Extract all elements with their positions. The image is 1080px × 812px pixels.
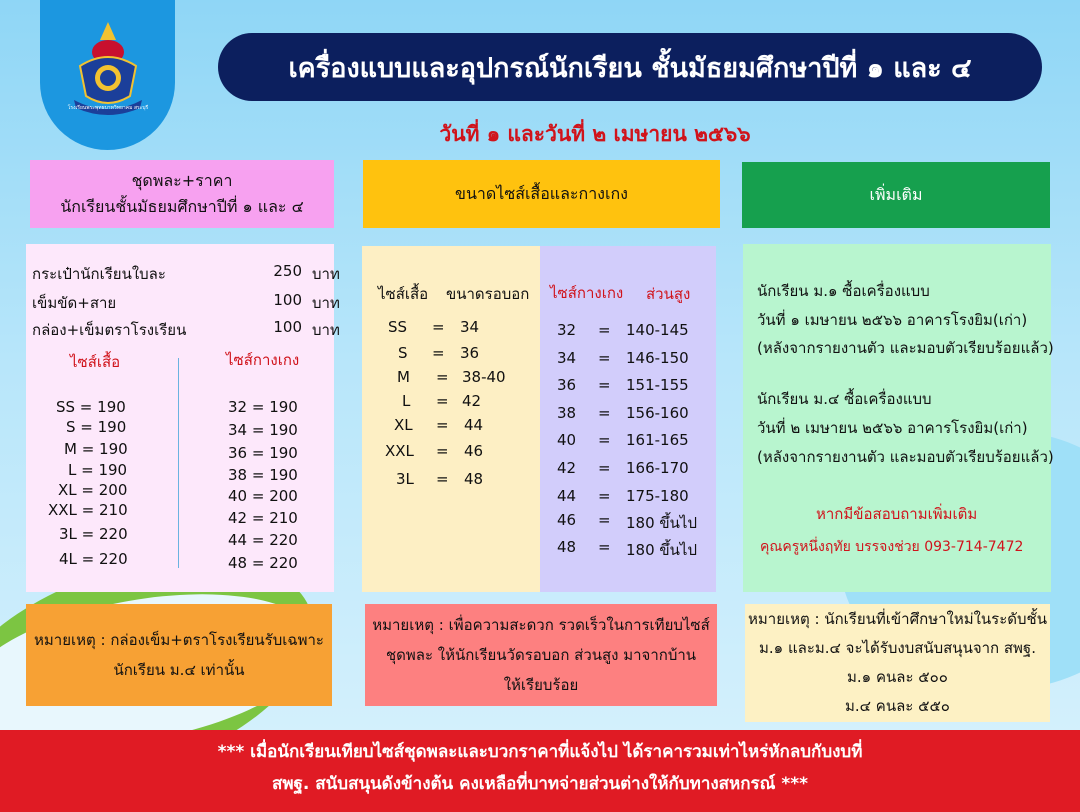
equals-sign: = xyxy=(436,442,449,460)
equals-sign: = xyxy=(598,487,611,505)
chest-heading: ขนาดรอบอก xyxy=(446,285,530,303)
shirt-size-label: S xyxy=(398,344,408,362)
shirt-price-item: SS = 190 xyxy=(56,398,126,416)
shirt-price-item: 3L = 220 xyxy=(59,525,128,543)
pants-size-label: 34 xyxy=(557,349,577,367)
contact-info: คุณครูหนึ่งฤทัย บรรจงช่วย 093-714-7472 xyxy=(760,539,1024,555)
note-text: ชุดพละ ให้นักเรียนวัดรอบอก ส่วนสูง มาจากบ้าน xyxy=(385,646,697,664)
height-value: 180 ขึ้นไป xyxy=(626,541,697,559)
info-line: (หลังจากรายงานตัว และมอบตัวเรียบร้อยแล้ว) xyxy=(757,448,1054,466)
shirt-price-item: XXL = 210 xyxy=(48,501,128,519)
shirt-price-item: XL = 200 xyxy=(58,481,128,499)
height-value: 161-165 xyxy=(626,431,689,449)
school-logo-icon xyxy=(66,18,150,118)
pants-price-item: 48 = 220 xyxy=(228,554,298,572)
price-value: 250 xyxy=(273,262,302,280)
price-unit: บาท xyxy=(312,321,340,339)
equals-sign: = xyxy=(436,392,449,410)
chest-value: 48 xyxy=(464,470,484,488)
pants-size-label: 32 xyxy=(557,321,577,339)
header-uniform-price-line1: ชุดพละ+ราคา xyxy=(131,171,233,191)
chest-value: 44 xyxy=(464,416,484,434)
note-text: หมายเหตุ : นักเรียนที่เข้าศึกษาใหม่ในระดับชั้น xyxy=(748,609,1047,628)
page-title: เครื่องแบบและอุปกรณ์นักเรียน ชั้นมัธยมศึกษาปีที่ ๑ และ ๔ xyxy=(218,33,1042,101)
price-value: 100 xyxy=(273,318,302,336)
footer-banner xyxy=(0,730,1080,812)
logo-text: โรงเรียนพระพุทธบาทวิทยาคม สระบุรี xyxy=(67,105,149,111)
equals-sign: = xyxy=(598,538,611,556)
shirt-size-heading: ไซส์เสื้อ xyxy=(378,285,429,303)
pants-price-item: 42 = 210 xyxy=(228,509,298,527)
contact-heading: หากมีข้อสอบถามเพิ่มเติม xyxy=(816,505,978,523)
shirt-size-label: SS xyxy=(388,318,408,336)
pants-size-label: 44 xyxy=(557,487,577,505)
equals-sign: = xyxy=(598,511,611,529)
chest-value: 46 xyxy=(464,442,484,460)
price-name: กระเป๋านักเรียนใบละ xyxy=(32,265,166,283)
pants-price-item: 36 = 190 xyxy=(228,444,298,462)
equals-sign: = xyxy=(598,404,611,422)
shirt-size-label: M xyxy=(397,368,410,386)
pants-size-label: 48 xyxy=(557,538,577,556)
height-value: 156-160 xyxy=(626,404,689,422)
pants-size-label: 36 xyxy=(557,376,577,394)
info-line: นักเรียน ม.๔ ซื้อเครื่องแบบ xyxy=(757,390,932,408)
note-budget-box xyxy=(745,604,1050,722)
shirt-size-heading: ไซส์เสื้อ xyxy=(70,353,121,371)
height-value: 151-155 xyxy=(626,376,689,394)
shirt-size-label: L xyxy=(402,392,411,410)
height-value: 175-180 xyxy=(626,487,689,505)
equals-sign: = xyxy=(436,416,449,434)
header-uniform-price-line2: นักเรียนชั้นมัธยมศึกษาปีที่ ๑ และ ๔ xyxy=(60,197,304,216)
pants-size-label: 46 xyxy=(557,511,577,529)
equals-sign: = xyxy=(436,470,449,488)
pants-price-item: 44 = 220 xyxy=(228,531,298,549)
note-text: ให้เรียบร้อย xyxy=(503,676,579,694)
pants-price-item: 40 = 200 xyxy=(228,487,298,505)
height-heading: ส่วนสูง xyxy=(646,285,691,303)
equals-sign: = xyxy=(598,376,611,394)
equals-sign: = xyxy=(432,344,445,362)
height-value: 166-170 xyxy=(626,459,689,477)
footer-text: สพฐ. สนับสนุนดังข้างต้น คงเหลือที่บาทจ่ายส่วนต่างให้กับทางสหกรณ์ *** xyxy=(271,774,809,795)
note-text: นักเรียน ม.๔ เท่านั้น xyxy=(113,661,245,679)
pants-price-item: 38 = 190 xyxy=(228,466,298,484)
pants-price-item: 34 = 190 xyxy=(228,421,298,439)
note-text: ม.๑ คนละ ๕๐๐ xyxy=(847,668,948,686)
equals-sign: = xyxy=(598,431,611,449)
chest-value: 36 xyxy=(460,344,480,362)
pants-size-label: 38 xyxy=(557,404,577,422)
price-unit: บาท xyxy=(312,265,340,283)
info-line: นักเรียน ม.๑ ซื้อเครื่องแบบ xyxy=(757,282,930,300)
shirt-price-item: S = 190 xyxy=(66,418,127,436)
equals-sign: = xyxy=(432,318,445,336)
equals-sign: = xyxy=(598,349,611,367)
shirt-price-item: L = 190 xyxy=(68,461,128,479)
shirt-size-label: XL xyxy=(394,416,413,434)
pants-price-item: 32 = 190 xyxy=(228,398,298,416)
info-line: (หลังจากรายงานตัว และมอบตัวเรียบร้อยแล้ว) xyxy=(757,339,1054,357)
header-uniform-price xyxy=(30,160,334,228)
note-text: ม.๑ และม.๔ จะได้รับงบสนับสนุนจาก สพฐ. xyxy=(759,638,1036,657)
pants-size-heading: ไซส์กางเกง xyxy=(226,351,300,369)
divider xyxy=(178,358,179,568)
price-unit: บาท xyxy=(312,294,340,312)
note-size-box xyxy=(365,604,717,706)
footer-text: *** เมื่อนักเรียนเทียบไซส์ชุดพละและบวกราคาที่แจ้งไป ได้ราคารวมเท่าไหร่หักลบกับงบที่ xyxy=(217,742,863,762)
note-badge-box xyxy=(26,604,332,706)
chest-value: 38-40 xyxy=(462,368,506,386)
note-text: หมายเหตุ : เพื่อความสะดวก รวดเร็วในการเทียบไซส์ xyxy=(372,616,710,634)
price-name: เข็มขัด+สาย xyxy=(32,294,117,312)
shirt-size-label: XXL xyxy=(385,442,414,460)
header-size-chart: ขนาดไซส์เสื้อและกางเกง xyxy=(363,160,720,228)
height-value: 140-145 xyxy=(626,321,689,339)
equals-sign: = xyxy=(598,459,611,477)
event-date: วันที่ ๑ และวันที่ ๒ เมษายน ๒๕๖๖ xyxy=(439,122,751,146)
price-value: 100 xyxy=(273,291,302,309)
shirt-price-item: M = 190 xyxy=(64,440,128,458)
info-line: วันที่ ๒ เมษายน ๒๕๖๖ อาคารโรงยิม(เก่า) xyxy=(757,419,1028,437)
shirt-size-label: 3L xyxy=(396,470,414,488)
price-name: กล่อง+เข็มตราโรงเรียน xyxy=(32,321,187,339)
header-additional: เพิ่มเติม xyxy=(742,162,1050,228)
pants-size-label: 40 xyxy=(557,431,577,449)
note-text: หมายเหตุ : กล่องเข็ม+ตราโรงเรียนรับเฉพาะ xyxy=(34,631,324,649)
equals-sign: = xyxy=(436,368,449,386)
info-line: วันที่ ๑ เมษายน ๒๕๖๖ อาคารโรงยิม(เก่า) xyxy=(757,311,1028,329)
chest-value: 42 xyxy=(462,392,482,410)
equals-sign: = xyxy=(598,321,611,339)
shirt-price-item: 4L = 220 xyxy=(59,550,128,568)
pants-size-label: 42 xyxy=(557,459,577,477)
height-value: 146-150 xyxy=(626,349,689,367)
height-value: 180 ขึ้นไป xyxy=(626,514,697,532)
chest-value: 34 xyxy=(460,318,480,336)
note-text: ม.๔ คนละ ๕๕๐ xyxy=(845,697,950,716)
pants-size-heading: ไซส์กางเกง xyxy=(550,284,624,302)
